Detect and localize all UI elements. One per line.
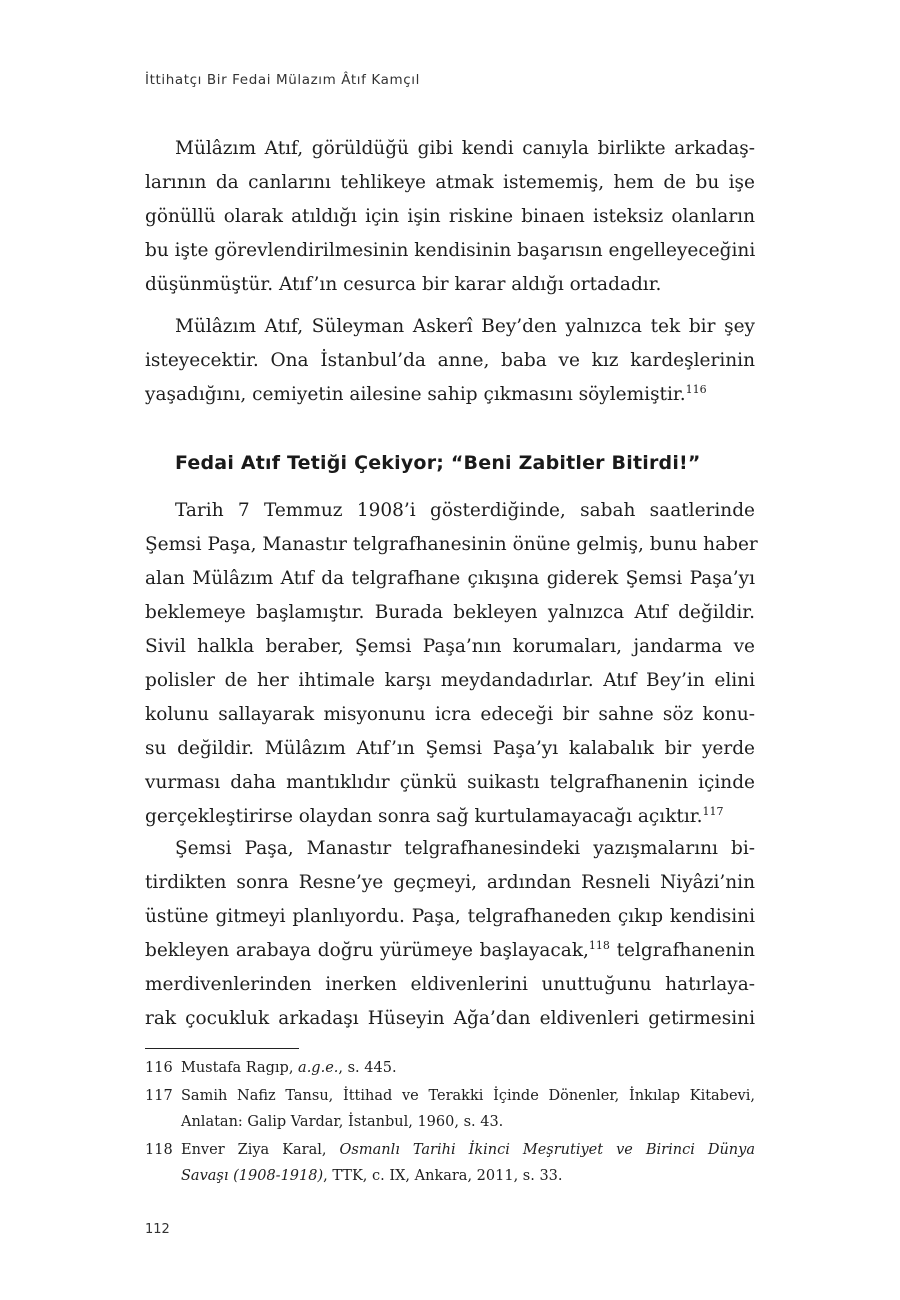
text-line: Mülâzım Atıf, görüldüğü gibi kendi canıyla birlikte arkadaş-: [175, 138, 755, 159]
footnotes: [145, 1055, 755, 1189]
footnote-number: 117: [145, 1088, 173, 1104]
footnote-ref-118[interactable]: 118: [588, 938, 610, 952]
text-line: rak çocukluk arkadaşı Hüseyin Ağa’dan eldivenleri getirmesini: [145, 1008, 755, 1029]
paragraph-3: [145, 494, 758, 834]
text-segment-italic: (1908-1918): [228, 1168, 324, 1184]
paragraph-2: [145, 310, 755, 412]
footnote-118: [145, 1137, 755, 1189]
text-line: üstüne gitmeyi planlıyordu. Paşa, telgrafhaneden çıkıp kendisini: [145, 906, 755, 927]
text-line: vurması daha mantıklıdır çünkü suikastı telgrafhanenin içinde: [145, 772, 755, 793]
text-line: [145, 800, 755, 834]
text-line: tirdikten sonra Resne’ye geçmeyi, ardından Resneli Niyâzi’nin: [145, 872, 755, 893]
text-segment: telgrafhanenin: [609, 940, 755, 961]
footnote-number: 116: [145, 1060, 173, 1076]
section-heading: Fedai Atıf Tetiği Çekiyor; “Beni Zabitler Bitirdi!”: [175, 452, 701, 474]
text-segment: bekleyen arabaya doğru yürümeye başlayacak,: [145, 940, 589, 961]
text-line: Sivil halkla beraber, Şemsi Paşa’nın korumaları, jandarma ve: [145, 636, 755, 657]
text-segment: Mustafa Ragıp,: [181, 1060, 299, 1076]
footnote-117: [145, 1083, 755, 1135]
text-line: larının da canlarını tehlikeye atmak istememiş, hem de bu işe: [145, 172, 755, 193]
text-segment: gerçekleştirirse olaydan sonra sağ kurtulamayacağı açıktır.: [145, 806, 703, 827]
footnote-116: [145, 1055, 755, 1081]
running-header: İttihatçı Bir Fedai Mülazım Âtıf Kamçıl: [145, 72, 420, 88]
footnote-number: 118: [145, 1142, 173, 1158]
text-line: polisler de her ihtimale karşı meydandadırlar. Atıf Bey’in elini: [145, 670, 755, 691]
text-line: bu işte görevlendirilmesinin kendisinin başarısın engelleyeceğini: [145, 240, 756, 261]
footnote-ref-116[interactable]: 116: [685, 382, 707, 396]
footnote-text: [181, 1055, 755, 1081]
paragraph-1: [145, 132, 755, 302]
text-segment-italic: a.g.e.: [298, 1060, 339, 1076]
text-line: beklemeye başlamıştır. Burada bekleyen yalnızca Atıf değildir.: [145, 602, 755, 623]
text-segment-italic: Osmanlı Tarihi İkinci Meşrutiyet ve Birinci Dünya: [339, 1142, 755, 1158]
footnote-ref-117[interactable]: 117: [702, 804, 724, 818]
text-line: Samih Nafiz Tansu, İttihad ve Terakki İçinde Dönenler, İnkılap Kitabevi,: [181, 1088, 755, 1104]
text-line: [145, 934, 755, 968]
text-line: [181, 1137, 755, 1163]
page-number: 112: [145, 1222, 170, 1237]
text-line: merdivenlerinden inerken eldivenlerini unuttuğunu hatırlaya-: [145, 974, 755, 995]
text-segment-italic: Savaşı: [181, 1168, 229, 1184]
text-line: Tarih 7 Temmuz 1908’i gösterdiğinde, sabah saatlerinde: [175, 500, 755, 521]
text-line: isteyecektir. Ona İstanbul’da anne, baba ve kız kardeşlerinin: [145, 350, 755, 371]
text-line: Anlatan: Galip Vardar, İstanbul, 1960, s. 43.: [181, 1114, 504, 1130]
text-line: [145, 378, 755, 412]
text-segment: , TTK, c. IX, Ankara, 2011, s. 33.: [323, 1168, 563, 1184]
footnote-divider: [145, 1048, 299, 1049]
text-segment: yaşadığını, cemiyetin ailesine sahip çıkmasını söylemiştir.: [145, 384, 686, 405]
text-line: Şemsi Paşa, Manastır telgrafhanesinin önüne gelmiş, bunu haber: [145, 534, 758, 555]
text-line: kolunu sallayarak misyonunu icra edeceği bir sahne söz konu-: [145, 704, 755, 725]
text-segment: Enver Ziya Karal,: [181, 1142, 340, 1158]
text-line: su değildir. Mülâzım Atıf’ın Şemsi Paşa’yı kalabalık bir yerde: [145, 738, 755, 759]
text-line: düşünmüştür. Atıf’ın cesurca bir karar aldığı ortadadır.: [145, 274, 662, 295]
text-line: [181, 1163, 755, 1189]
footnote-text: [181, 1137, 755, 1189]
text-line: gönüllü olarak atıldığı için işin riskine binaen isteksiz olanların: [145, 206, 755, 227]
footnote-text: [181, 1083, 755, 1135]
text-line: Şemsi Paşa, Manastır telgrafhanesindeki yazışmalarını bi-: [175, 838, 755, 859]
text-line: Mülâzım Atıf, Süleyman Askerî Bey’den yalnızca tek bir şey: [175, 316, 755, 337]
text-segment: , s. 445.: [338, 1060, 397, 1076]
paragraph-4: [145, 832, 755, 1036]
text-line: alan Mülâzım Atıf da telgrafhane çıkışına giderek Şemsi Paşa’yı: [145, 568, 755, 589]
